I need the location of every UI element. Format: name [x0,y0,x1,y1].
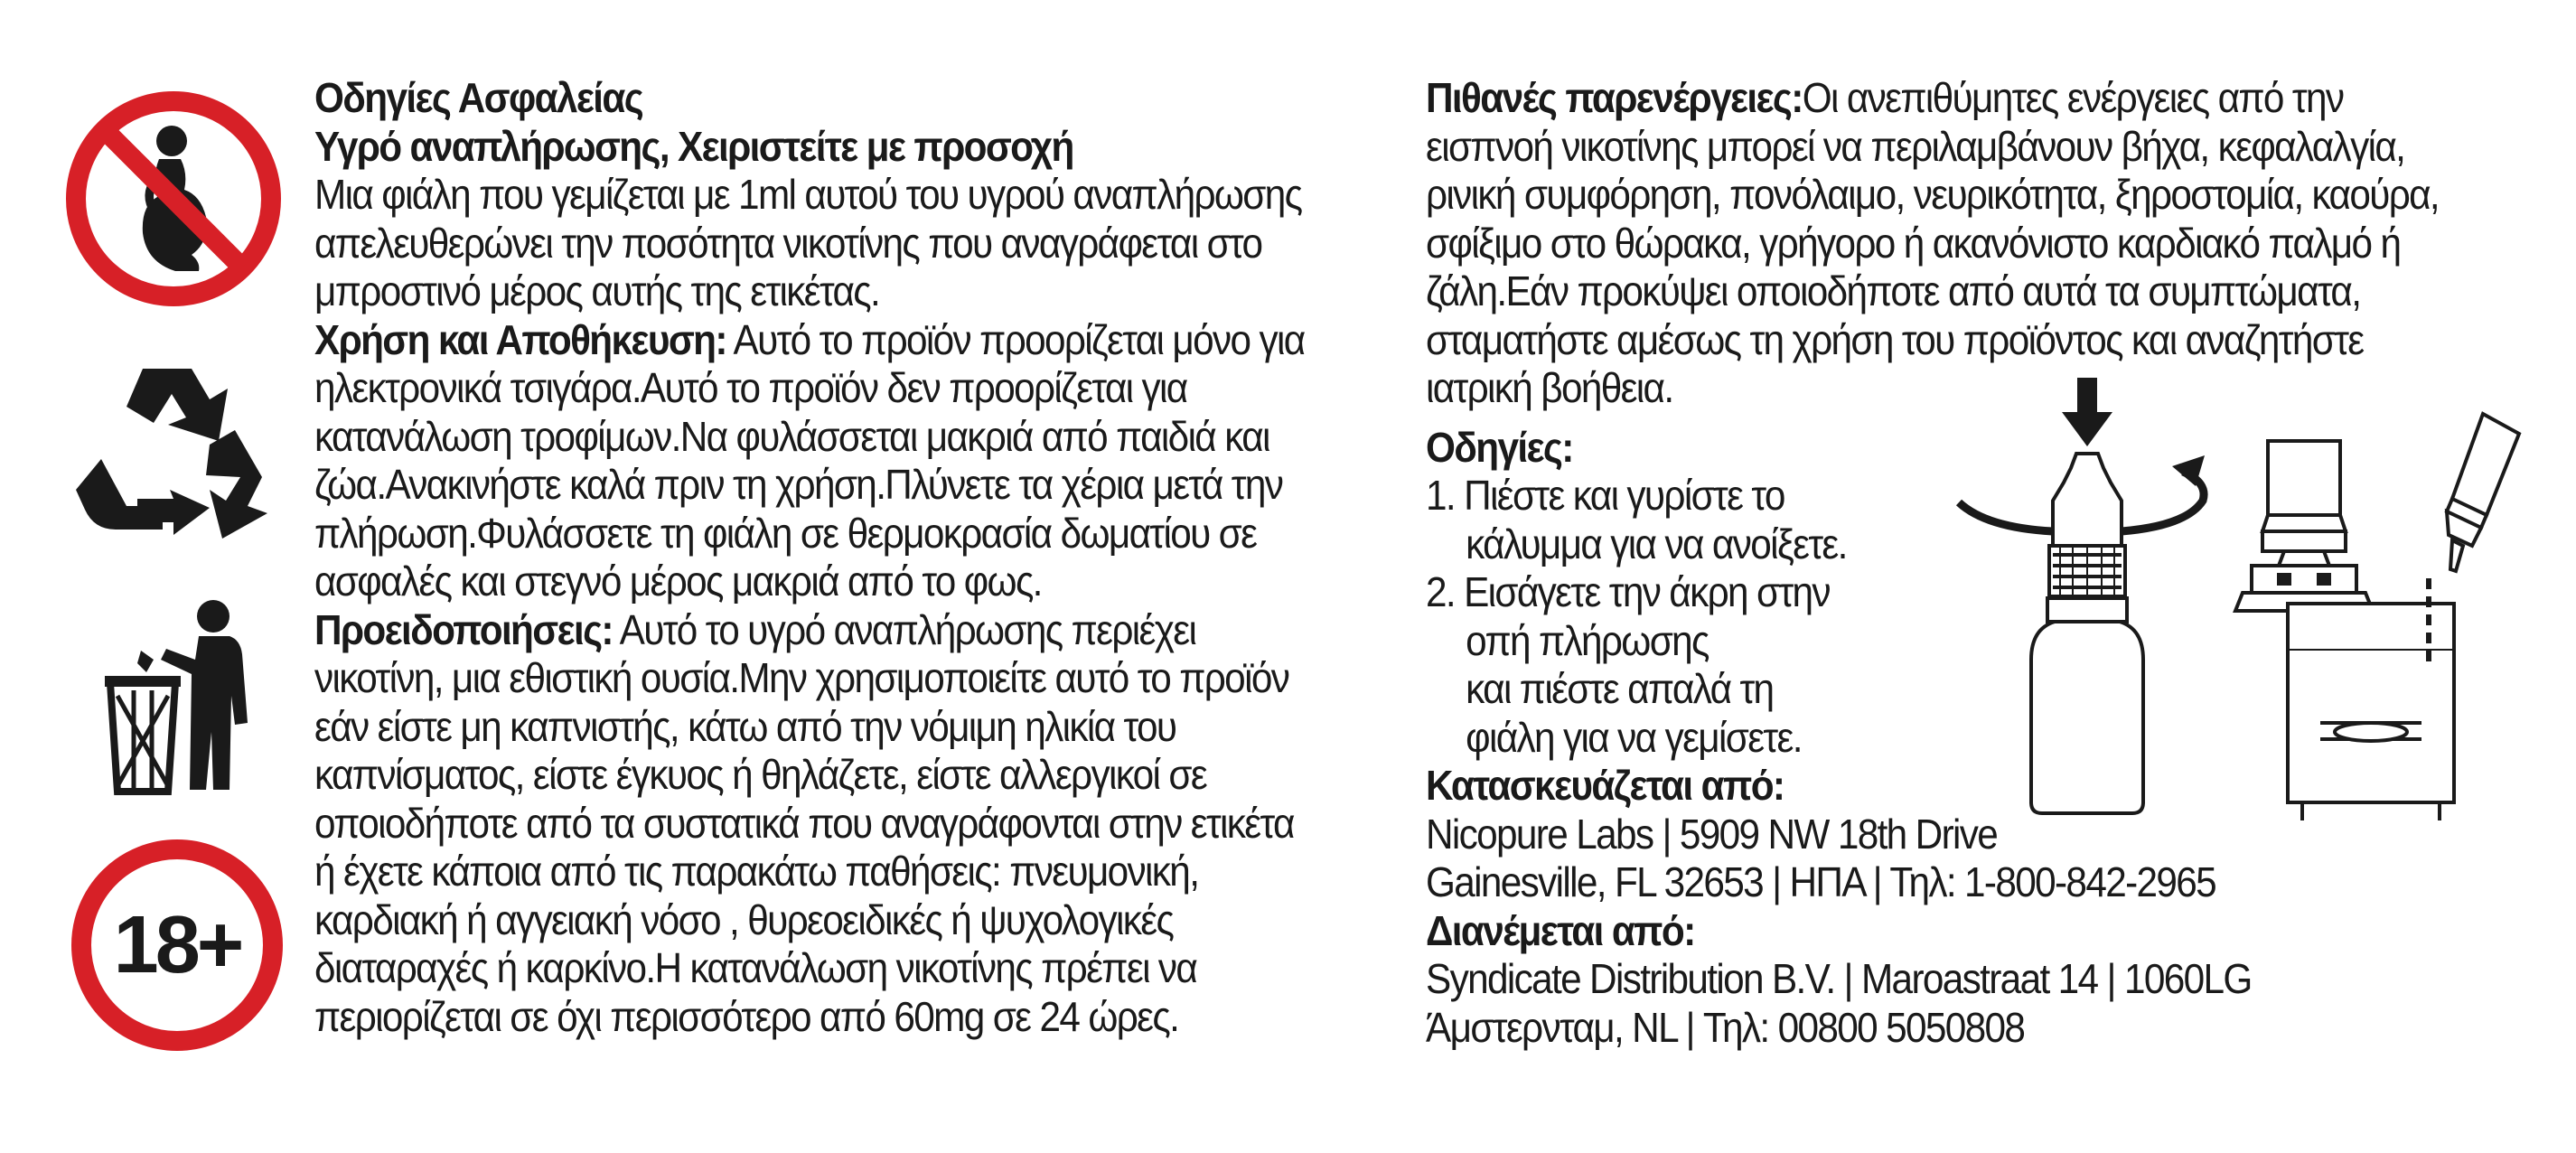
intro-line: Μια φιάλη που γεμίζεται με 1ml αυτού του υγρού αναπλήρωσης [314,171,1302,218]
usage-line: κατανάλωση τροφίμων.Να φυλάσσεται μακριά από παιδιά και [314,412,1269,460]
side-effects-label: Πιθανές παρενέργειες: [1426,74,1803,121]
fill-instructions-diagram [1941,378,2564,820]
no-pregnant-women-icon [65,90,282,307]
step-line: φιάλη για να γεμίσετε. [1466,713,1802,761]
warnings-line: νικοτίνη, μια εθιστική ουσία.Μην χρησιμοποιείτε αυτό το προϊόν [314,654,1289,701]
manufacturer-line: Gainesville, FL 32653 | ΗΠΑ | Τηλ: 1-800-842-2965 [1426,858,2216,905]
warnings-line: καπνίσματος, είστε έγκυος ή θηλάζετε, είστε αλλεργικοί σε [314,751,1207,798]
side-effects-line: σταματήστε αμέσως τη χρήση του προϊόντος και αναζητήστε [1426,315,2364,363]
age-label: 18+ [113,900,241,990]
distributor-line: Syndicate Distribution B.V. | Maroastraat 14 | 1060LG [1426,955,2252,1002]
usage-line [314,316,1387,365]
side-effects-line: εισπνοή νικοτίνης μπορεί να περιλαμβάνουν βήχα, κεφαλαλγία, [1426,122,2405,170]
section-subtitle: Υγρό αναπλήρωσης, Χειριστείτε με προσοχή [314,122,1073,170]
warnings-line: εάν είστε μη καπνιστής, κάτω από την νόμιμη ηλικία του [314,702,1176,750]
safety-instructions [314,74,1387,1041]
warnings-line: καρδιακή ή αγγειακή νόσο , θυρεοειδικές ή ψυχολογικές [314,895,1174,943]
side-effects-line: σφίξιμο στο θώρακα, γρήγορο ή ακανόνιστο καρδιακό παλμό ή [1426,219,2401,267]
age-18-plus-icon [70,839,284,1052]
side-effects-line: ιατρική βοήθεια. [1426,364,1673,411]
pod-cartridge-icon [2235,441,2373,611]
usage-line: πλήρωση.Φυλάσσετε τη φιάλη σε θερμοκρασία δωματίου σε [314,509,1257,557]
manufacturer-label: Κατασκευάζεται από: [1426,762,1784,809]
instruction-steps [1426,472,1891,762]
usage-text: Αυτό το προϊόν προορίζεται μόνο για [726,315,1305,363]
usage-label: Χρήση και Αποθήκευση: [314,315,726,363]
dropper-bottle-icon [2031,454,2143,813]
step-line: κάλυμμα για να ανοίξετε. [1466,520,1847,567]
side-effects-line: ρινική συμφόρηση, πονόλαιμο, νευρικότητα, ξηροστομία, καούρα, [1426,171,2440,218]
instructions-title: Οδηγίες: [1426,423,1573,471]
press-down-arrow-icon [2062,378,2112,446]
step-line: 1. Πιέστε και γυρίστε το [1426,472,1784,519]
distributor-label: Διανέμεται από: [1426,906,1695,954]
side-effects-line [1426,74,2473,123]
warnings-line [314,606,1387,655]
warnings-line: οποιοδήποτε από τα συστατικά που αναγράφονται στην ετικέτα [314,799,1294,847]
warnings-line: περιορίζεται σε όχι περισσότερο από 60mg σε 24 ώρες. [314,992,1179,1040]
intro-line: απελευθερώνει την ποσότητα νικοτίνης που αναγράφεται στο [314,219,1262,267]
section-title: Οδηγίες Ασφαλείας [314,74,643,121]
warnings-label: Προειδοποιήσεις: [314,605,613,653]
distributor-line: Άμστερνταμ, NL | Τηλ: 00800 5050808 [1426,1003,2025,1051]
step-line: οπή πλήρωσης [1466,616,1709,664]
warnings-line: διαταραχές ή καρκίνο.Η κατανάλωση νικοτίνης πρέπει να [314,944,1197,991]
step-line: και πιέστε απαλά τη [1466,665,1774,712]
usage-line: ζώα.Ανακινήστε καλά πριν τη χρήση.Πλύνετε τα χέρια μετά την [314,461,1283,508]
step-line: 2. Εισάγετε την άκρη στην [1426,568,1830,615]
usage-line: ασφαλές και στεγνό μέρος μακριά από το φως. [314,558,1042,605]
warnings-text: Αυτό το υγρό αναπλήρωσης περιέχει [612,605,1196,653]
recycle-icon [74,354,276,544]
warnings-line: ή έχετε κάποια από τις παρακάτω παθήσεις: πνευμονική, [314,848,1199,895]
usage-line: ηλεκτρονικά τσιγάρα.Αυτό το προϊόν δεν προορίζεται για [314,364,1187,411]
tidy-man-bin-icon [98,596,260,795]
manufacturer-line: Nicopure Labs | 5909 NW 18th Drive [1426,810,1998,858]
side-effects-text: Οι ανεπιθύμητες ενέργειες από την [1802,74,2344,121]
intro-line: μπροστινό μέρος αυτής της ετικέτας. [314,267,880,314]
side-effects-line: ζάλη.Εάν προκύψει οποιοδήποτε από αυτά τα συμπτώματα, [1426,267,2361,314]
